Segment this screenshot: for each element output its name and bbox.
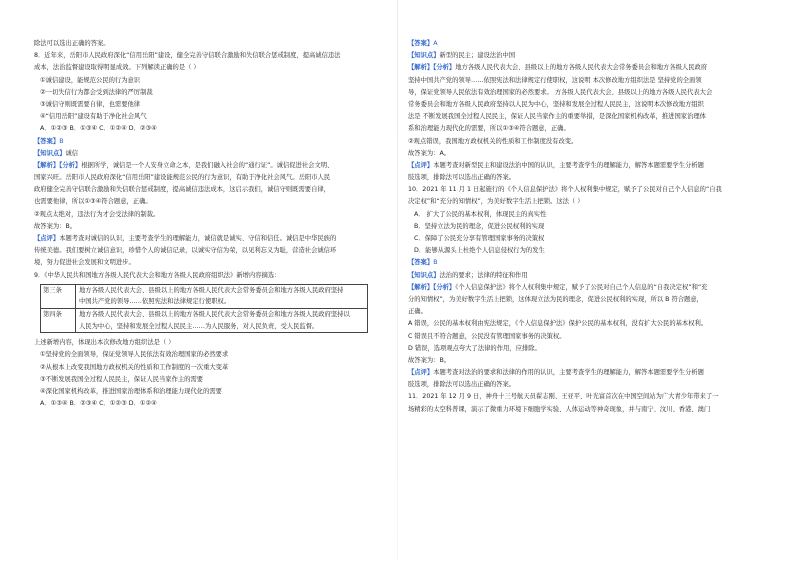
text-line xyxy=(408,99,760,111)
line-text: 法治的要求；法律的特征和作用 xyxy=(439,271,528,279)
text-line xyxy=(34,87,388,99)
text-line xyxy=(408,38,760,50)
text-line xyxy=(408,270,760,282)
text-line xyxy=(408,245,760,257)
article-text xyxy=(76,285,346,308)
text-line xyxy=(34,160,388,172)
line-text: 8．近年来，岳阳市人民政府深化“信用岳阳”建设，健全完善守信联合激励和失信联合惩戒制度，提高诚信违法 xyxy=(34,52,341,60)
text-line xyxy=(408,172,760,184)
article-text-line: 人民为中心，坚持和发展全过程人民民主……为人民服务，对人民负责，受人民监督。 xyxy=(79,322,319,330)
text-line xyxy=(408,331,760,343)
line-text: 新型的民主；建设法治中国 xyxy=(439,52,516,60)
text-line xyxy=(34,257,388,269)
line-text: 决定权”和“充分的知情权”，为美好数字生活上把锁。这法（ ） xyxy=(408,198,584,206)
line-text: 国家兴旺。岳阳市人民政府深化“信用岳阳”建设能规范公民的行为意识，有助于净化社会风气。岳阳市人民 xyxy=(34,174,331,182)
line-text: C．保障了公民充分享有管理国家事务的决策权 xyxy=(414,235,545,242)
text-line xyxy=(408,148,760,160)
section-tag: 【答案】 xyxy=(34,137,60,145)
line-text: 11．2021 年 12 月 9 日，神舟十三号航天员翟志刚、王亚平、叶光富首次在中国空间站为广大青少年带来了一 xyxy=(408,393,719,401)
text-line xyxy=(34,270,388,282)
text-line xyxy=(34,349,388,361)
article-text xyxy=(76,309,353,332)
line-text: 分的知情权”，为美好数字生活上把锁，这体现立法为民的理念，促进公民权利的实现，所以 B 符合题意， xyxy=(408,295,703,303)
line-text: 政府健全完善守信联合激励和失信联合惩戒制度，提高诚信违法成本，这启示我们，诚信守则既需要自律， xyxy=(34,186,330,194)
line-text: 本题考查对诚信的认识，主要考查学生的理解能力，诚信就是诚实、守信和信任。诚信是中华民族的 xyxy=(59,235,337,242)
text-line xyxy=(34,50,388,62)
text-line xyxy=(34,386,388,398)
line-text: 诚信 xyxy=(65,149,79,157)
text-line xyxy=(408,404,760,416)
line-text: C 错误且不符合题意，公民没有管理国家事务的决策权。 xyxy=(408,332,566,340)
text-line xyxy=(34,123,388,135)
line-text: ①诚信建设，能规范公民的行为意识 xyxy=(40,76,141,84)
article-number: 第四条 xyxy=(41,309,76,332)
text-line xyxy=(34,221,388,233)
line-text: ③不断发展我国全过程人民民主，保证人民当家作主的需要 xyxy=(40,375,204,383)
text-line xyxy=(408,306,760,318)
section-tag: 【知识点】 xyxy=(34,149,66,157)
line-text: A．①③④ B．②③④ C．①②③ D．①②④ xyxy=(40,400,157,408)
text-line xyxy=(34,209,388,221)
line-text: ②从根本上改变我国地方政权机关的性质和工作制度的一次重大变革 xyxy=(40,363,229,371)
text-line xyxy=(34,196,388,208)
section-tag: 【点评】 xyxy=(408,369,434,377)
line-text: ②观点太绝对，违法行为才会受法律的制裁。 xyxy=(34,210,160,218)
text-line xyxy=(408,123,760,135)
line-text: 导，保证党领导人民依法有效治理国家的必然要求。 方各级人民代表大会、县级以上的地方各级人民代表大会 xyxy=(408,88,713,96)
text-line xyxy=(408,343,760,355)
text-line xyxy=(408,379,760,391)
text-line xyxy=(408,318,760,330)
line-text: 肢选项，排除法可以选出正确的答案。 xyxy=(408,381,516,389)
line-text: B．坚持立法为民的理念，促进公民权利的实现 xyxy=(414,222,545,230)
text-line xyxy=(34,398,388,410)
section-tag: 【知识点】 xyxy=(408,271,440,279)
line-text: 本题考查对法治的要求和法律的作用的认识，主要考查学生的理解能力，解答本题需要学生分析题 xyxy=(433,369,704,377)
line-text: A．①②③ B．①③④ C．①②④ D．②③④ xyxy=(40,125,157,133)
line-text: D 错误，选项观点夸大了法律的作用，应排除。 xyxy=(408,344,541,352)
article-text-line: 地方各级人民代表大会、县级以上的地方各级人民代表大会常务委员会和地方各级人民政府坚持 xyxy=(79,286,344,294)
line-text: B xyxy=(59,137,64,145)
line-text: 9．《中华人民共和国地方各级人民代表大会和地方各级人民政府组织法》新增内容摘选： xyxy=(34,271,281,279)
text-line xyxy=(34,362,388,374)
text-line xyxy=(34,136,388,148)
text-line xyxy=(34,184,388,196)
line-text: A xyxy=(433,40,438,47)
line-text: 坚持中国共产党的领导……依照宪法和法律规定行使职权，这说明 本次修改地方组织法是 坚持党的全面领 xyxy=(408,76,702,84)
line-text: 10．2021 年 11 月 1 日起施行的《个人信息保护法》将个人权利集中规定，赋予了公民对自己个人信息的“自我 xyxy=(408,186,722,194)
section-tag: 【解析】【分析】 xyxy=(34,161,82,169)
law-excerpt-table xyxy=(40,284,368,333)
line-text: 故答案为：B。 xyxy=(408,356,451,364)
article-text-line: 中国共产党的领导……依照宪法和法律规定行使职权。 xyxy=(79,298,231,306)
line-text: 法是 不断发展我国全过程人民民主，保证人民当家作主的重要举措，是深化国家机构改革，推进国家治理体 xyxy=(408,113,706,121)
text-line xyxy=(408,196,760,208)
text-line xyxy=(408,62,760,74)
section-tag: 【答案】 xyxy=(408,259,434,267)
article-text-line: 地方各级人民代表大会、县级以上的地方各级人民代表大会常务委员会和地方各级人民政府坚持以 xyxy=(79,310,350,318)
line-text: 系和治理能力现代化的需要，所以①③④符合题意，正确。 xyxy=(408,125,570,133)
text-line xyxy=(408,136,760,148)
text-line xyxy=(408,184,760,196)
line-text: A 错误，公民的基本权利由宪法规定，《个人信息保护法》保护公民的基本权利，没有扩大公民的基本权利。 xyxy=(408,320,708,328)
text-line xyxy=(408,367,760,379)
left-text-block-1 xyxy=(34,38,388,136)
text-line xyxy=(34,148,388,160)
line-text: 成本，法治监督建设取得明显成效。下列解读正确的是（ ） xyxy=(34,64,200,72)
line-text: 也需要他律，所以①③④符合题意，正确。 xyxy=(34,198,152,206)
line-text: 传统美德。我们要树立诚信意识，珍惜个人的诚信记录，以诚实守信为荣，以见利忘义为耻，营造社会诚信环 xyxy=(34,247,337,255)
text-line xyxy=(34,233,388,245)
text-line xyxy=(408,50,760,62)
line-text: 上述新增内容，体现出本次修改地方组织法是（ ） xyxy=(34,339,175,347)
text-line xyxy=(34,99,388,111)
excerpt-row xyxy=(41,309,367,332)
text-line xyxy=(408,221,760,233)
article-number: 第三条 xyxy=(41,285,76,308)
line-text: 根据所学，诚信是一个人安身立命之本，是我们融入社会的“通行证”。诚信促进社会文明、 xyxy=(81,161,334,169)
text-line xyxy=(34,374,388,386)
text-line xyxy=(408,257,760,269)
left-text-block-3 xyxy=(34,337,388,410)
text-line xyxy=(408,391,760,403)
line-text: 肢选项，排除法可以选出正确的答案。 xyxy=(408,174,516,182)
text-line xyxy=(408,233,760,245)
text-line xyxy=(408,87,760,99)
text-line xyxy=(34,245,388,257)
line-text: 地方各级人民代表大会、县级以上的地方各级人民代表大会常务委员会和地方各级人民政府 xyxy=(455,64,708,72)
line-text: 场精彩的太空科普课，演示了微重力环境下细胞学实验、人体运动等神奇现象，并与南宁、汶川、香港、澳门 xyxy=(408,405,711,413)
line-text: 常务委员会和地方各级人民政府坚持以人民为中心，坚持和发展全过程人民民主，这说明本次修改地方组织 xyxy=(408,100,704,108)
text-line xyxy=(34,172,388,184)
excerpt-row xyxy=(41,285,367,309)
line-text: ④“信用岳阳”建设有助于净化社会风气 xyxy=(40,113,147,121)
text-line xyxy=(408,282,760,294)
line-text: A． 扩大了公民的基本权利，体现民主的真实性 xyxy=(414,210,547,218)
line-text: ③诚信守则既需要自律，也需要他律 xyxy=(40,100,141,108)
text-line xyxy=(408,111,760,123)
line-text: ②观点错误，我国地方政权机关的性质和工作制度没有改变。 xyxy=(408,137,578,145)
line-text: 本题考查对新型民主和建设法治中国的认识，主要考查学生的理解能力，解答本题需要学生分析题 xyxy=(433,161,704,169)
line-text: 除法可以选出正确的答案。 xyxy=(34,40,110,47)
text-line xyxy=(408,355,760,367)
line-text: B xyxy=(433,259,438,267)
text-line xyxy=(34,38,388,50)
text-line xyxy=(34,111,388,123)
text-line xyxy=(408,75,760,87)
text-line xyxy=(408,294,760,306)
page-fold-divider xyxy=(397,0,398,561)
text-line xyxy=(34,75,388,87)
section-tag: 【点评】 xyxy=(408,161,434,169)
line-text: 故答案为：A。 xyxy=(408,149,451,157)
right-text-block xyxy=(408,38,760,416)
text-line xyxy=(34,337,388,349)
section-tag: 【解析】【分析】 xyxy=(408,283,456,291)
line-text: 境，努力促进社会发展和文明进步。 xyxy=(34,259,135,267)
section-tag: 【解析】【分析】 xyxy=(408,64,456,72)
left-column xyxy=(34,38,388,410)
line-text: ④深化国家机构改革，推进国家治理体系和治理能力现代化的需要 xyxy=(40,387,222,395)
line-text: 《个人信息保护法》将个人权利集中规定，赋予了公民对自己个人信息的“自我决定权”和“充 xyxy=(455,283,708,291)
line-text: ②一切失信行为都会受到法律的严厉制裁 xyxy=(40,88,153,96)
text-line xyxy=(408,160,760,172)
line-text: D．能够从源头上杜绝个人信息侵权行为的发生 xyxy=(414,247,545,255)
text-line xyxy=(34,62,388,74)
section-tag: 【答案】 xyxy=(408,40,434,47)
section-tag: 【点评】 xyxy=(34,235,60,242)
line-text: 故答案为：B。 xyxy=(34,222,77,230)
line-text: ①坚持党的全面领导，保证党领导人民依法有效治理国家的必然要求 xyxy=(40,351,229,359)
left-text-block-2 xyxy=(34,136,388,282)
text-line xyxy=(408,209,760,221)
right-column xyxy=(408,38,760,416)
line-text: 正确。 xyxy=(408,308,427,316)
section-tag: 【知识点】 xyxy=(408,52,440,60)
